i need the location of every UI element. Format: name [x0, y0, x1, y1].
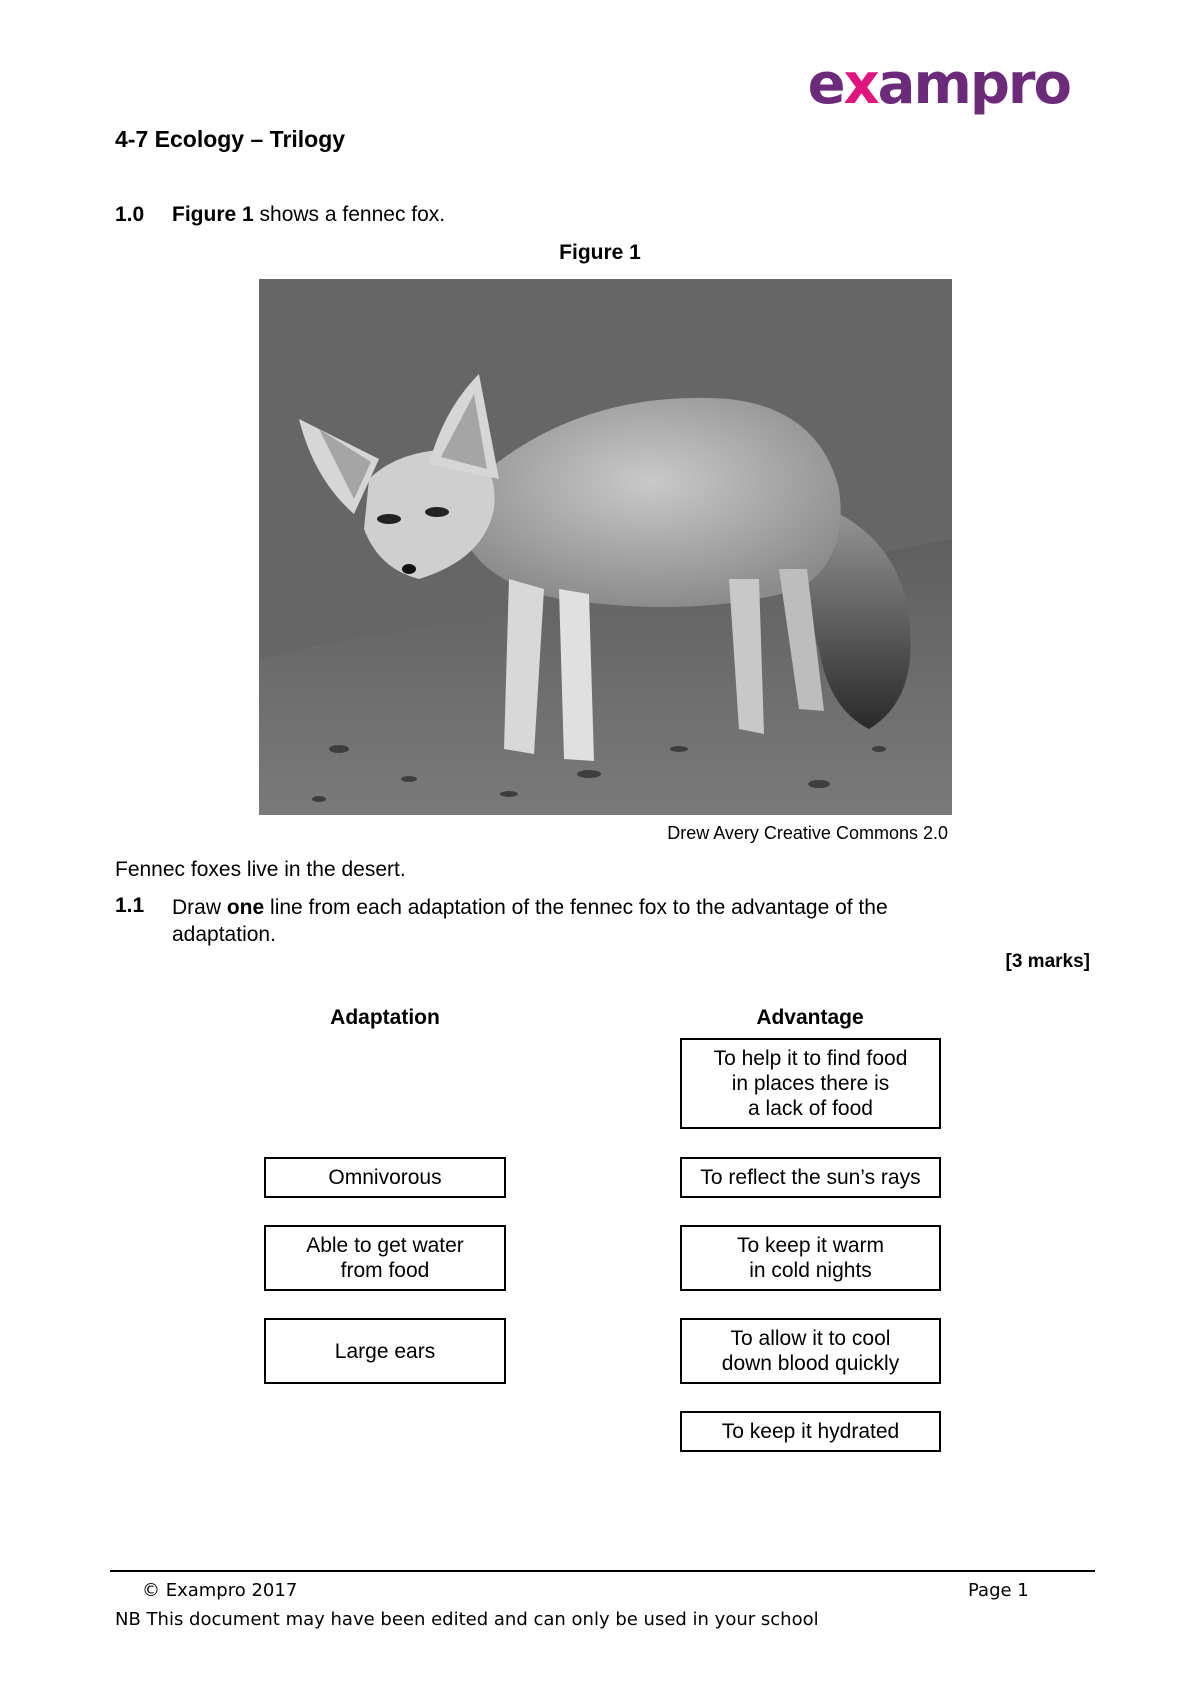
page-title: 4-7 Ecology – Trilogy — [115, 126, 346, 152]
logo-text-part1: e — [807, 52, 844, 117]
image-credit: Drew Avery Creative Commons 2.0 — [667, 823, 948, 843]
advantage-label: To help it to find food in places there is a lack of food — [713, 1047, 908, 1120]
question-1-1-text-before: Draw — [172, 896, 227, 919]
logo-text-part2: ampro — [877, 52, 1070, 117]
advantage-box-reflect-sun[interactable] — [680, 1157, 941, 1198]
adaptation-box-large-ears[interactable] — [264, 1318, 506, 1384]
footer-page-number: Page 1 — [968, 1580, 1029, 1601]
footer-copyright: © Exampro 2017 — [142, 1580, 298, 1601]
figure-reference: Figure 1 — [172, 203, 254, 226]
question-1-1-emphasis: one — [226, 896, 265, 919]
exampro-logo — [808, 52, 1070, 117]
question-1-0-body: shows a fennec fox. — [253, 203, 446, 226]
advantage-box-hydrated[interactable] — [680, 1411, 941, 1452]
advantage-heading: Advantage — [756, 1006, 864, 1029]
footer-note: NB This document may have been edited and can only be used in your school — [115, 1609, 819, 1630]
question-number-1-1: 1.1 — [115, 894, 145, 917]
advantage-label: To reflect the sun’s rays — [700, 1166, 921, 1189]
adaptation-label: Omnivorous — [328, 1166, 442, 1189]
adaptation-box-water-from-food[interactable] — [264, 1225, 506, 1291]
intro-text: Fennec foxes live in the desert. — [115, 858, 406, 881]
figure-label: Figure 1 — [559, 241, 641, 264]
marks-label: [3 marks] — [1005, 951, 1090, 972]
fennec-fox-photo — [259, 279, 952, 815]
logo-text-x: x — [843, 52, 878, 117]
advantage-box-keep-warm[interactable] — [680, 1225, 941, 1291]
adaptation-label: Large ears — [334, 1339, 436, 1363]
advantage-label: To keep it warm in cold nights — [736, 1234, 885, 1282]
advantage-box-find-food[interactable] — [680, 1038, 941, 1129]
advantage-box-cool-blood[interactable] — [680, 1318, 941, 1384]
adaptation-label: Able to get water from food — [306, 1234, 464, 1282]
adaptation-heading: Adaptation — [330, 1006, 440, 1029]
footer-divider — [110, 1570, 1095, 1572]
question-1-1-text-after: line from each adaptation of the fennec fox to the advantage of the adaptation. — [172, 896, 888, 946]
question-1-0-text — [172, 203, 445, 227]
advantage-label: To allow it to cool down blood quickly — [721, 1327, 900, 1375]
advantage-label: To keep it hydrated — [721, 1420, 900, 1443]
question-1-1-text — [172, 894, 972, 948]
question-number-1-0: 1.0 — [115, 203, 145, 226]
adaptation-box-omnivorous[interactable] — [264, 1157, 506, 1198]
